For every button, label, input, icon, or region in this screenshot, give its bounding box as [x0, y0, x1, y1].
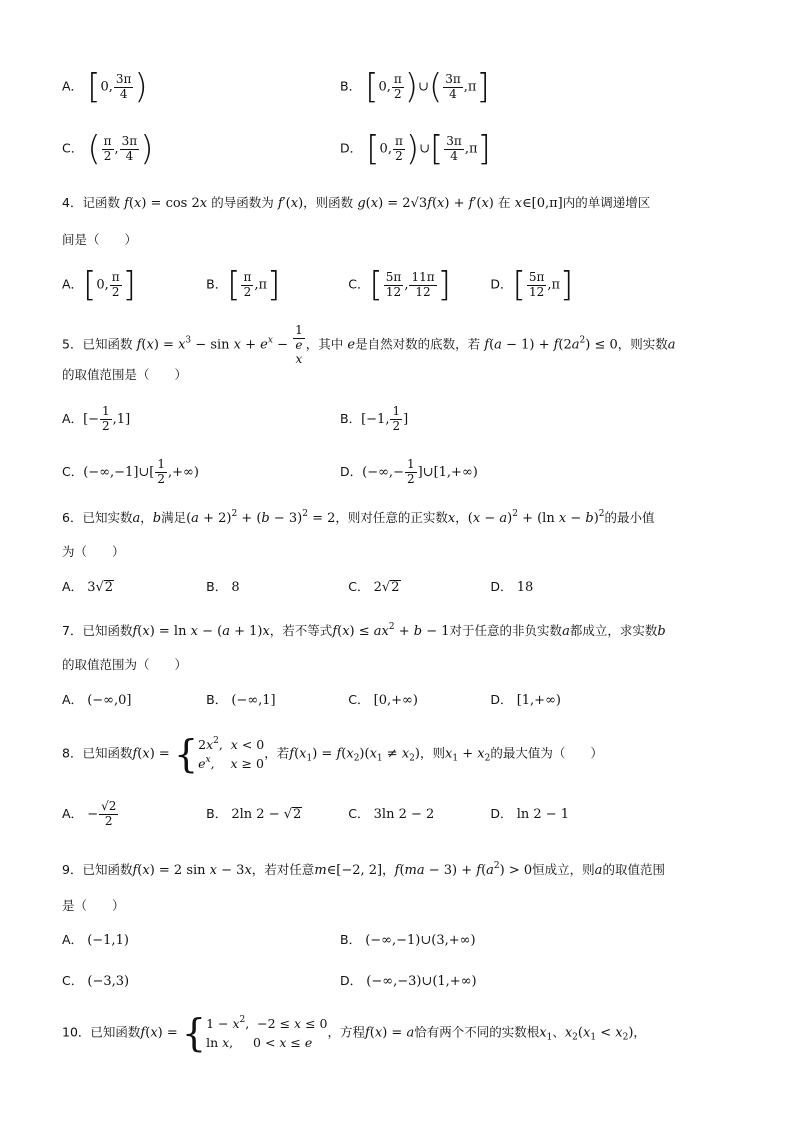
q4-options: A．[0, $\frac{\pi}{2}$ ] B．[ $\frac{\pi}{2}$ ,π] C．[ $\frac{5\pi}{12}$ , $\frac{11\pi}{12}$ ] D．[ $\frac{5\pi}{12}$ ,π] [62, 265, 574, 305]
q8-options: A． − $\frac{√2}{2}$ B． 2ln 2 − √2 C． 3ln 2 − 2 D． ln 2 − 1 [62, 799, 570, 828]
q5-option-d: D．(−∞,− $\frac{1}{2}$ ]∪[1,+∞) [340, 457, 478, 486]
q6-stem-line2: 为（ ） [62, 544, 125, 559]
q7-options: A． (−∞,0] B． (−∞,1] C． [0,+∞) D． [1,+∞) [62, 692, 561, 708]
q5-stem-line1: 5．已知函数 $f(x) = x^3 - \sin x + e^x$ − 1 e $^x$ ，其中 e是自然对数的底数，若 $f(a - 1) + f(2a^2) \le 0$，则实数a [62, 323, 676, 366]
q10-stem: 10．已知函数f(x) = { $1 - x^2$, −2 ≤ x ≤ 0 ln x, 0 < x ≤ e ，方程f(x) = a恰有两个不同的实数根$x_1$、$x_2(x_1 < x_2)$， [62, 1011, 646, 1055]
q8-stem: 8．已知函数f(x) = { $2x^2$, x < 0 $e^x$, x ≥ 0 ，若$f(x_1) = f(x_2)(x_1 \ne x_2)$，则$x_1 + x_2$的最大值为（ ） [62, 732, 603, 777]
q5-option-c: C．(−∞,−1]∪[ $\frac{1}{2}$ ,+∞) [62, 457, 199, 486]
q9-option-b: B． (−∞,−1)∪(3,+∞) [340, 932, 476, 948]
q4-stem-line1: 4．记函数 f(x) = cos 2x 的导函数为 f′(x)，则函数 g(x) = 2√3f(x) + f′(x) 在 x∈[0,π]内的单调递增区 [62, 195, 651, 211]
q9-stem-line1: 9．已知函数f(x) = 2 sin x − 3x，若对任意m∈[−2, 2]，$f(ma - 3) + f(a^2) > 0$恒成立，则a的取值范围 [62, 861, 665, 878]
q6-options: A． 3√2 B． 8 C． 2√2 D． 18 [62, 579, 534, 595]
q5-option-b: B．[−1, $\frac{1}{2}$ ] [340, 404, 409, 433]
q9-stem-line2: 是（ ） [62, 898, 125, 913]
q6-stem-line1: 6．已知实数a，b满足$(a + 2)^2 + (b - 3)^2 = 2$，则对任意的正实数x，$(x - a)^2 + (\ln$ x − b)$^2$的最小值 [62, 509, 655, 526]
q5-option-a: A．[− $\frac{1}{2}$ ,1] [62, 404, 131, 433]
q3-option-c: C． ( $\frac{\pi}{2}$ , $\frac{3\pi}{4}$ ) [62, 129, 154, 169]
q3-option-b: B． [0, $\frac{\pi}{2}$ )∪( $\frac{3\pi}{4}$ ,π] [340, 67, 490, 107]
q9-option-d: D． (−∞,−3)∪(1,+∞) [340, 973, 477, 989]
q9-option-c: C． (−3,3) [62, 973, 130, 989]
q5-stem-line2: 的取值范围是（ ） [62, 367, 188, 382]
q3-option-a: A． [0, $\frac{3\pi}{4}$ ) [62, 67, 148, 107]
q3-option-d: D． [0, $\frac{\pi}{2}$ )∪[ $\frac{3\pi}{4}$ ,π] [340, 129, 491, 169]
q7-stem-line1: 7．已知函数f(x) = ln x − (a + 1)x，若不等式$f(x) \le ax^2 + b - 1$对于任意的非负实数a都成立，求实数b [62, 622, 666, 639]
q7-stem-line2: 的取值范围为（ ） [62, 657, 188, 672]
q4-stem-line2: 间是（ ） [62, 232, 138, 247]
q9-option-a: A． (−1,1) [62, 932, 129, 948]
